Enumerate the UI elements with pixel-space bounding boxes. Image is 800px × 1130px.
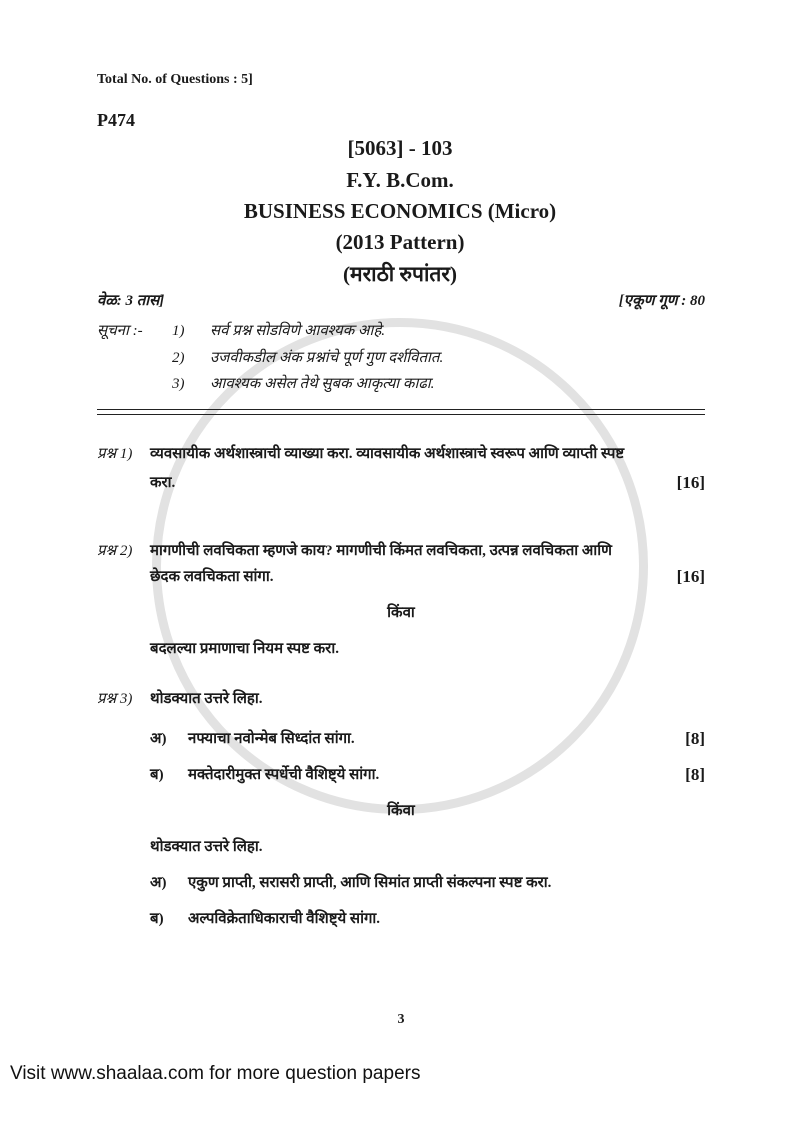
q1-label: प्रश्न 1) [97,446,133,462]
pattern: (2013 Pattern) [335,230,465,254]
q3-a-text: नफ्याचा नवोन्मेब सिध्दांत सांगा. [188,731,355,747]
footer-link[interactable]: Visit www.shaalaa.com for more question papers [10,1063,421,1084]
q3-alt-b-text: अल्पविक्रेताधिकाराची वैशिष्ट्ये सांगा. [188,911,381,927]
q3-or: किंवा [387,803,415,819]
instruction-row [97,373,705,395]
q3-a [150,728,705,750]
instruction-number: 2) [172,350,185,366]
q3-b-text: मक्तेदारीमुक्त स्पर्धेची वैशिष्ट्ये सांगा. [188,767,380,783]
instructions-label: सूचना :- [97,323,143,339]
question-2 [97,540,705,588]
subject: BUSINESS ECONOMICS (Micro) [243,199,557,223]
q3-b-num: ब) [150,767,164,783]
time: वेळ: 3 तास] [97,293,165,309]
paper-code: P474 [97,110,135,130]
instruction-text: आवश्यक असेल तेथे सुबक आकृत्या काढा. [210,376,435,392]
divider [97,409,705,410]
q3-a-num: अ) [150,731,167,747]
total-marks: [एकूण गूण : 80 [618,293,705,309]
time-marks-row [97,290,705,312]
q2-marks: [16] [676,567,705,586]
q3-alt-intro: थोडक्यात उत्तरे लिहा. [150,839,263,855]
instruction-text: उजवीकडील अंक प्रश्नांचे पूर्ण गुण दर्शवितात. [210,350,444,366]
question-1 [97,443,705,494]
q2-label: प्रश्न 2) [97,543,133,559]
instruction-number: 1) [172,323,185,339]
instruction-number: 3) [172,376,185,392]
page-number: 3 [397,1012,405,1027]
q1-marks: [16] [676,473,705,492]
question-paper-body [97,290,705,1028]
q2-or: किंवा [387,605,415,621]
question-3 [97,688,705,710]
language: (मराठी रुपांतर) [343,262,457,286]
q3-alt-a [150,872,705,894]
exam-code: [5063] - 103 [347,136,453,160]
q2-alt: बदलल्या प्रमाणाचा नियम स्पष्ट करा. [150,641,339,657]
q3-b-marks: [8] [685,765,705,784]
q3-b [150,764,705,786]
q3-intro: थोडक्यात उत्तरे लिहा. [150,691,263,707]
divider [97,414,705,415]
instruction-row [97,320,705,342]
instruction-row [97,347,705,369]
q1-text-cont: करा. [150,475,176,491]
q3-a-marks: [8] [685,729,705,748]
q1-text: व्यवसायीक अर्थशास्त्राची व्याख्या करा. व्यावसायीक अर्थशास्त्राचे स्वरूप आणि व्याप्ती स्पष्ट [150,446,625,462]
q3-alt-a-num: अ) [150,875,167,891]
q3-alt-b [150,908,705,930]
q3-label: प्रश्न 3) [97,691,133,707]
q2-text-cont: छेदक लवचिकता सांगा. [150,569,274,585]
q2-text: मागणीची लवचिकता म्हणजे काय? मागणीची किंमत लवचिकता, उत्पन्न लवचिकता आणि [150,543,612,559]
instruction-text: सर्व प्रश्न सोडविणे आवश्यक आहे. [210,323,386,339]
q3-alt-a-text: एकुण प्राप्ती, सरासरी प्राप्ती, आणि सिमांत प्राप्ती संकल्पना स्पष्ट करा. [188,875,552,891]
q3-alt-b-num: ब) [150,911,164,927]
course: F.Y. B.Com. [346,168,454,192]
total-questions: Total No. of Questions : 5] [97,72,253,87]
